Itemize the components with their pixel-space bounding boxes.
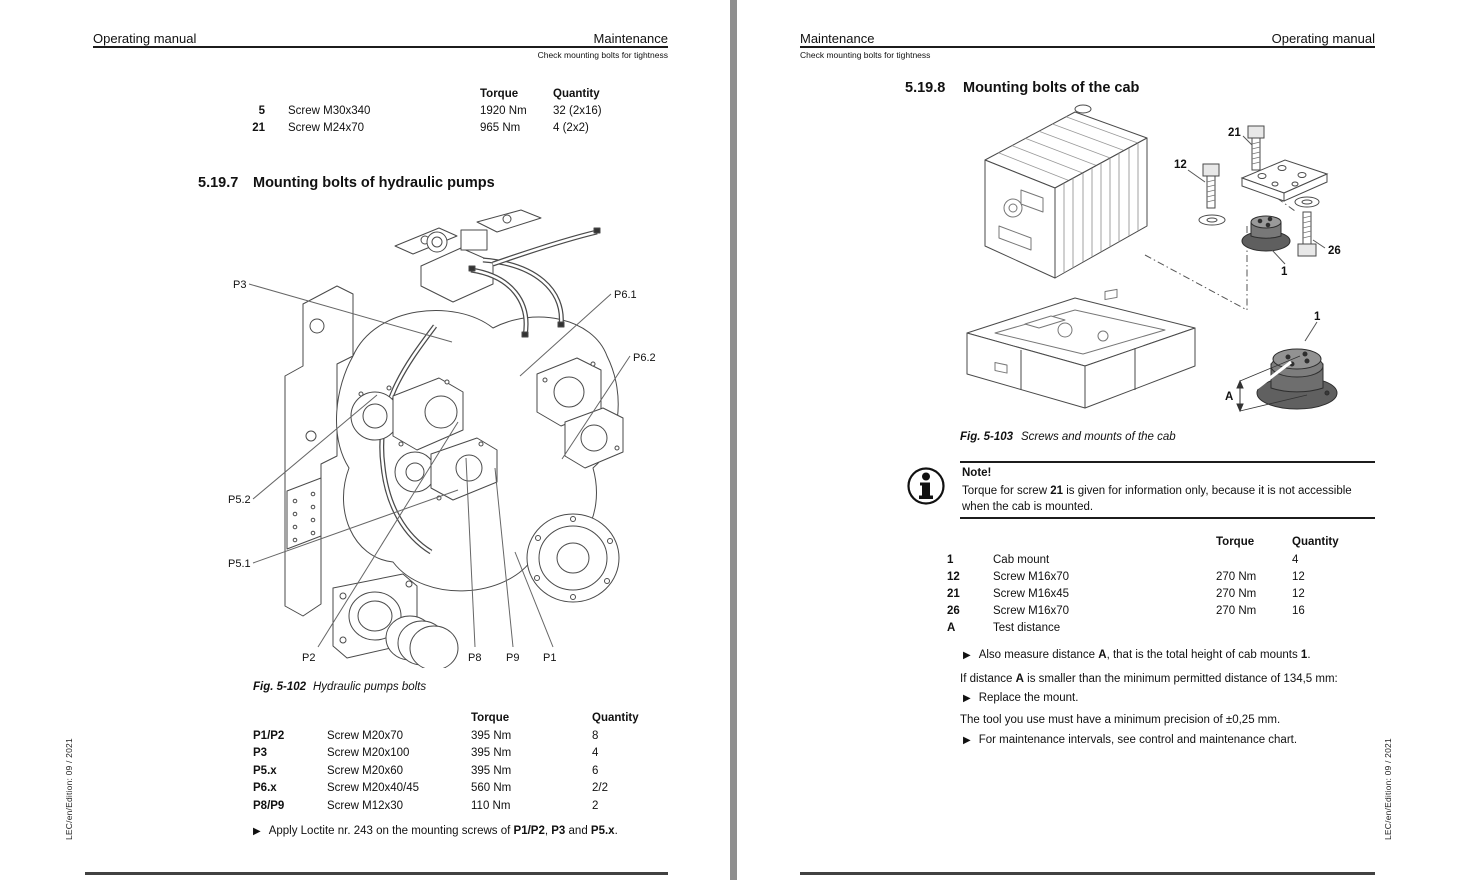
table-cell-qty: 4 xyxy=(592,747,599,759)
col-header-torque: Torque xyxy=(480,88,519,100)
instruction-step xyxy=(253,825,618,837)
table-cell-ref: A xyxy=(947,622,956,634)
note-text-part: is given for information only, because it is not accessible when the cab is mounted. xyxy=(962,485,1352,513)
table-cell-torque: 1920 Nm xyxy=(480,105,527,117)
step-ref: 1 xyxy=(1300,649,1308,661)
instruction-ref: P1/P2 xyxy=(513,825,545,837)
figure-caption: Hydraulic pumps bolts xyxy=(313,681,427,693)
table-cell-torque: 395 Nm xyxy=(471,765,512,777)
col-header-torque: Torque xyxy=(1216,536,1255,548)
figure-label: Fig. 5-102 xyxy=(253,681,307,693)
cab-label-1-lower: 1 xyxy=(1314,311,1321,323)
step-arrow-icon: ▶ xyxy=(963,650,971,661)
pump-label-p3: P3 xyxy=(233,279,247,291)
pump-label-p2: P2 xyxy=(302,652,316,664)
table-cell-name: Screw M20x60 xyxy=(327,765,404,777)
cab-mounts-diagram xyxy=(955,98,1380,428)
table-cell-torque: 560 Nm xyxy=(471,782,512,794)
step-arrow-icon: ▶ xyxy=(963,693,971,704)
pump-label-p51: P5.1 xyxy=(228,558,251,570)
table-cell-ref: 21 xyxy=(947,588,960,600)
table-cell-qty: 12 xyxy=(1292,571,1305,583)
table-cell-name: Screw M30x340 xyxy=(288,105,371,117)
pump-label-p61: P6.1 xyxy=(614,289,637,301)
condition-text: is smaller than the minimum permitted distance of 134,5 mm: xyxy=(1023,673,1338,685)
left-running-header-right: Maintenance xyxy=(593,31,668,46)
step-maintenance-intervals xyxy=(963,734,1297,746)
step-measure-distance xyxy=(963,649,1311,661)
cab-label-a: A xyxy=(1225,391,1234,403)
figure-label: Fig. 5-103 xyxy=(960,431,1014,443)
table-cell-qty: 4 (2x2) xyxy=(553,122,589,134)
col-header-quantity: Quantity xyxy=(592,712,639,724)
table-cell-name: Screw M20x40/45 xyxy=(327,782,420,794)
table-cell-ref: 5 xyxy=(258,105,265,117)
table-cell-name: Screw M16x70 xyxy=(993,571,1070,583)
col-header-quantity: Quantity xyxy=(553,88,600,100)
instruction-text: , xyxy=(544,825,552,837)
instruction-ref: P3 xyxy=(551,825,566,837)
figure-caption: Screws and mounts of the cab xyxy=(1021,431,1176,443)
right-running-header-left: Maintenance xyxy=(800,31,875,46)
left-header-rule xyxy=(93,46,668,48)
table-cell-ref: 12 xyxy=(947,571,960,583)
table-cell-name: Screw M20x70 xyxy=(327,730,404,742)
right-subheader: Check mounting bolts for tightness xyxy=(800,50,931,60)
pump-label-p9: P9 xyxy=(506,652,520,664)
pump-label-p62: P6.2 xyxy=(633,352,656,364)
table-cell-name: Screw M24x70 xyxy=(288,122,365,134)
instruction-text: Apply Loctite nr. 243 on the mounting screws of xyxy=(268,825,514,837)
right-header-rule xyxy=(800,46,1375,48)
step-arrow-icon: ▶ xyxy=(963,735,971,746)
table-cell-name: Screw M16x70 xyxy=(993,605,1070,617)
table-cell-torque: 270 Nm xyxy=(1216,588,1257,600)
table-cell-torque: 395 Nm xyxy=(471,747,512,759)
cab-label-1-upper: 1 xyxy=(1281,266,1288,278)
table-cell-ref: 26 xyxy=(947,605,960,617)
pump-label-p1: P1 xyxy=(543,652,557,664)
right-running-header-right: Operating manual xyxy=(1271,31,1375,46)
table-cell-name: Test distance xyxy=(993,622,1061,634)
info-icon xyxy=(906,466,946,506)
table-cell-torque: 395 Nm xyxy=(471,730,512,742)
table-cell-torque: 270 Nm xyxy=(1216,571,1257,583)
left-footer-rule xyxy=(85,872,668,875)
cab-label-21: 21 xyxy=(1228,127,1241,139)
table-cell-qty: 2/2 xyxy=(592,782,608,794)
instruction-ref: P5.x xyxy=(590,825,615,837)
hydraulic-pumps-diagram xyxy=(225,206,670,668)
step-text: , that is the total height of cab mounts xyxy=(1106,649,1301,661)
note-title: Note! xyxy=(962,467,992,479)
step-text: Also measure distance xyxy=(978,649,1099,661)
edition-text-left: LEC/en/Edition: 09 / 2021 xyxy=(64,738,74,840)
cab-label-26: 26 xyxy=(1328,245,1341,257)
table-cell-qty: 8 xyxy=(592,730,599,742)
step-text: For maintenance intervals, see control and maintenance chart. xyxy=(978,734,1298,746)
section-number: 5.19.7 xyxy=(198,175,239,191)
note-top-rule xyxy=(960,461,1375,463)
step-text: . xyxy=(1307,649,1311,661)
table-cell-ref: P8/P9 xyxy=(253,800,285,812)
step-replace-mount xyxy=(963,692,1078,704)
step-arrow-icon: ▶ xyxy=(253,826,261,837)
table-cell-ref: 1 xyxy=(947,554,954,566)
note-ref: 21 xyxy=(1050,485,1063,497)
instruction-text: . xyxy=(614,825,618,837)
left-running-header-left: Operating manual xyxy=(93,31,197,46)
table-cell-qty: 4 xyxy=(1292,554,1299,566)
instruction-text: and xyxy=(565,825,591,837)
table-cell-torque: 110 Nm xyxy=(471,800,511,812)
condition-text: If distance xyxy=(960,673,1016,685)
table-cell-ref: 21 xyxy=(252,122,265,134)
table-cell-name: Screw M12x30 xyxy=(327,800,404,812)
table-cell-ref: P6.x xyxy=(253,782,277,794)
tool-precision-paragraph: The tool you use must have a minimum precision of ±0,25 mm. xyxy=(960,714,1281,726)
section-number: 5.19.8 xyxy=(905,80,946,96)
section-title: Mounting bolts of hydraulic pumps xyxy=(253,175,495,191)
table-cell-qty: 16 xyxy=(1292,605,1305,617)
table-cell-torque: 270 Nm xyxy=(1216,605,1257,617)
pump-label-p8: P8 xyxy=(468,652,482,664)
table-cell-name: Screw M16x45 xyxy=(993,588,1070,600)
left-subheader: Check mounting bolts for tightness xyxy=(537,50,668,60)
col-header-quantity: Quantity xyxy=(1292,536,1339,548)
table-cell-qty: 6 xyxy=(592,765,599,777)
table-cell-name: Cab mount xyxy=(993,554,1050,566)
col-header-torque: Torque xyxy=(471,712,510,724)
cab-label-12: 12 xyxy=(1174,159,1187,171)
table-cell-torque: 965 Nm xyxy=(480,122,521,134)
note-text-part: Torque for screw xyxy=(962,485,1051,497)
condition-paragraph xyxy=(960,673,1338,685)
note-bottom-rule xyxy=(960,517,1375,519)
table-cell-qty: 12 xyxy=(1292,588,1305,600)
table-cell-name: Screw M20x100 xyxy=(327,747,410,759)
table-cell-ref: P3 xyxy=(253,747,268,759)
step-ref: A xyxy=(1098,649,1107,661)
table-cell-ref: P5.x xyxy=(253,765,277,777)
page-gutter-divider xyxy=(730,0,737,880)
edition-text-right: LEC/en/Edition: 09 / 2021 xyxy=(1383,738,1393,840)
section-title: Mounting bolts of the cab xyxy=(963,80,1140,96)
step-text: Replace the mount. xyxy=(978,692,1079,704)
condition-ref: A xyxy=(1015,673,1024,685)
table-cell-qty: 2 xyxy=(592,800,599,812)
pump-label-p52: P5.2 xyxy=(228,494,251,506)
right-footer-rule xyxy=(800,872,1375,875)
table-cell-qty: 32 (2x16) xyxy=(553,105,602,117)
table-cell-ref: P1/P2 xyxy=(253,730,285,742)
note-text xyxy=(962,483,1376,515)
